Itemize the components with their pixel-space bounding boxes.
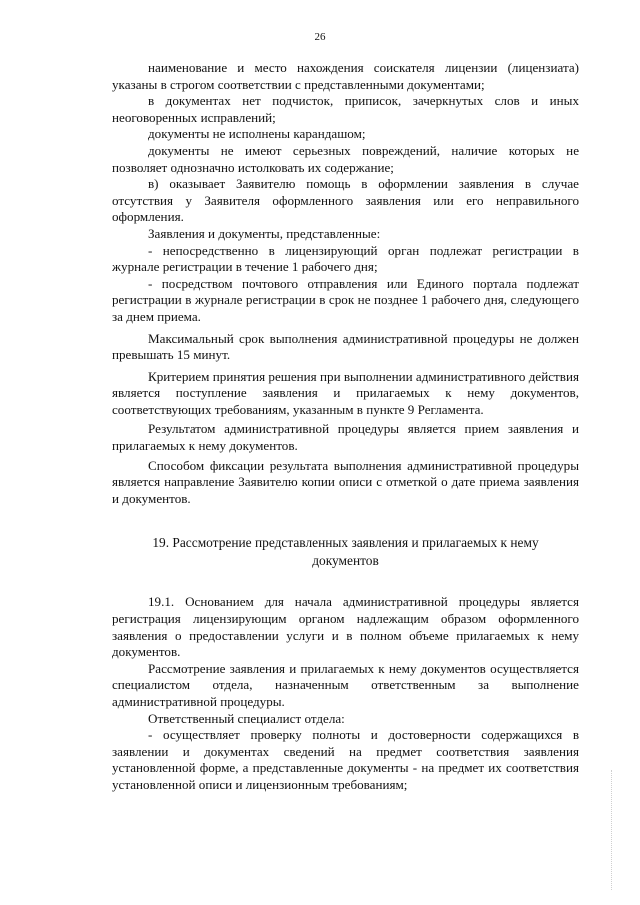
page-number: 26 <box>314 31 326 43</box>
paragraph-decision-criterion: Критерием принятия решения при выполнении административного действия является поступление заявления и прилагаемых к нему документов, соответствующих требованиям, указанным в пункте 9 Регламента. <box>112 368 579 417</box>
paragraph-responsible-specialist: Ответственный специалист отдела: <box>148 710 345 726</box>
paragraph-review-by-specialist: Рассмотрение заявления и прилагаемых к нему документов осуществляется специалистом отдела, назначенным ответственным за выполнение административной процедуры. <box>112 660 579 709</box>
paragraph-no-pencil: документы не исполнены карандашом; <box>148 126 366 142</box>
paragraph-submitted-docs: Заявления и документы, представленные: <box>148 225 381 241</box>
paragraph-no-erasures: в документах нет подчисток, приписок, зачеркнутых слов и иных неоговоренных исправлений; <box>112 93 579 125</box>
paragraph-postal-registration: - посредством почтового отправления или Единого портала подлежат регистрации в журнале регистрации в срок не позднее 1 рабочего дня, следующего за днем приема. <box>112 275 579 324</box>
paragraph-applicant-name: наименование и место нахождения соискателя лицензии (лицензиата) указаны в строгом соответствии с представленными документами; <box>112 60 579 92</box>
paragraph-verification: - осуществляет проверку полноты и достоверности содержащихся в заявлении и документах сведений на предмет соответствия заявления установленной форме, а представленные документы - на предмет их соответствия установленной описи и лицензионным требованиям; <box>112 727 579 792</box>
paragraph-assist-applicant: в) оказывает Заявителю помощь в оформлении заявления в случае отсутствия у Заявителя оформленного заявления или его неправильного оформления. <box>112 176 579 225</box>
section-heading-line-2: документов <box>312 553 379 569</box>
section-heading-19 <box>112 534 579 570</box>
scan-edge-mark <box>611 770 613 890</box>
paragraph-procedure-result: Результатом административной процедуры является прием заявления и прилагаемых к нему документов. <box>112 421 579 454</box>
paragraph-no-damage: документы не имеют серьезных повреждений, наличие которых не позволяет однозначно истолковать их содержание; <box>112 142 579 175</box>
document-body <box>112 60 579 794</box>
section-heading-line-1: 19. Рассмотрение представленных заявления и прилагаемых к нему <box>152 535 539 551</box>
paragraph-direct-registration: - непосредственно в лицензирующий орган подлежат регистрации в журнале регистрации в течение 1 рабочего дня; <box>112 242 579 275</box>
paragraph-19-1-basis: 19.1. Основанием для начала административной процедуры является регистрация лицензирующим органом надлежащим образом оформленного заявления о предоставлении услуги и в полном объеме прилагаемых к нему документов. <box>112 594 579 660</box>
paragraph-max-duration: Максимальный срок выполнения административной процедуры не должен превышать 15 минут. <box>112 330 579 363</box>
paragraph-fixation-method: Способом фиксации результата выполнения административной процедуры является направление Заявителю копии описи с отметкой о дате приема заявления и документов. <box>112 457 579 506</box>
